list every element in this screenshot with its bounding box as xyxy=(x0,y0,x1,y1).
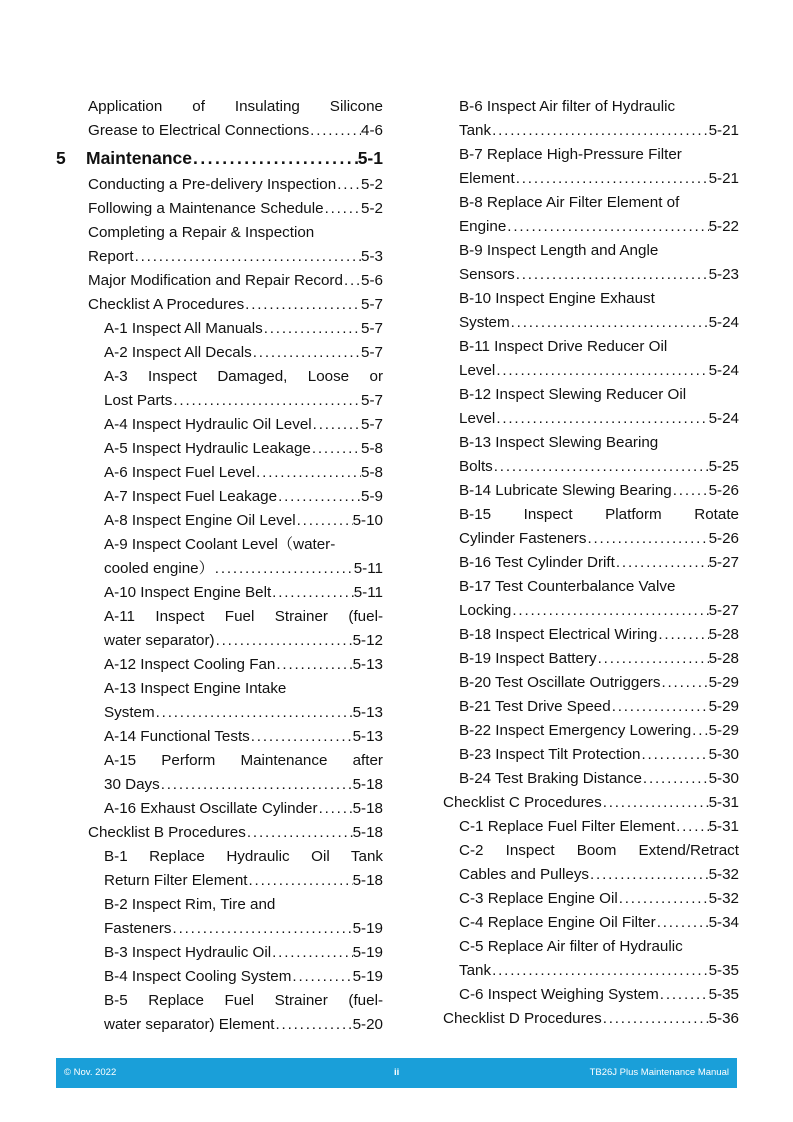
toc-entry-title[interactable]: A-5 Inspect Hydraulic Leakage xyxy=(104,440,311,457)
toc-page-number[interactable]: 5-19 xyxy=(352,968,383,985)
dot-leader xyxy=(659,983,709,1007)
toc-page-number[interactable]: 5-27 xyxy=(708,554,739,571)
toc-page-number[interactable]: 5-21 xyxy=(708,122,739,139)
dot-leader xyxy=(309,119,361,143)
dot-leader xyxy=(642,767,709,791)
dot-leader xyxy=(515,263,709,287)
dot-leader xyxy=(491,959,709,983)
toc-entry-continued xyxy=(443,335,739,359)
toc-entry-continued xyxy=(56,749,383,773)
toc-entry xyxy=(443,863,739,887)
toc-entry-title[interactable]: C-6 Inspect Weighing System xyxy=(459,986,659,1003)
toc-entry xyxy=(443,911,739,935)
dot-leader xyxy=(641,743,709,767)
toc-page-number[interactable]: 5-7 xyxy=(361,296,383,313)
toc-entry-continued xyxy=(443,287,739,311)
toc-entry-title[interactable]: B-15 Inspect Platform Rotate xyxy=(459,506,739,523)
toc-entry xyxy=(443,791,739,815)
footer-page-number: ii xyxy=(394,1067,400,1078)
page-footer xyxy=(56,1058,737,1088)
toc-entry-title[interactable]: B-18 Inspect Electrical Wiring xyxy=(459,626,658,643)
toc-entry xyxy=(56,797,383,821)
toc-page-number[interactable]: 5-24 xyxy=(708,362,739,379)
toc-entry xyxy=(56,509,383,533)
toc-left-column xyxy=(56,95,383,1037)
toc-page-number[interactable]: 5-10 xyxy=(352,512,383,529)
toc-page-number[interactable]: 5-27 xyxy=(708,602,739,619)
toc-page-number[interactable]: 5-7 xyxy=(361,416,383,433)
dot-leader xyxy=(134,245,361,269)
toc-page-number[interactable]: 5-2 xyxy=(361,200,383,217)
toc-page-number[interactable]: 5-26 xyxy=(708,482,739,499)
dot-leader xyxy=(271,581,354,605)
dot-leader xyxy=(263,317,361,341)
toc-entry-title[interactable]: System xyxy=(104,704,155,721)
toc-entry xyxy=(56,437,383,461)
toc-entry-title[interactable]: Completing a Repair & Inspection xyxy=(88,224,315,241)
toc-entry xyxy=(56,245,383,269)
toc-entry-title[interactable]: Cylinder Fasteners xyxy=(459,530,587,547)
dot-leader xyxy=(215,629,353,653)
toc-page-number[interactable]: 5-32 xyxy=(708,890,739,907)
dot-leader xyxy=(192,143,358,173)
toc-entry xyxy=(443,599,739,623)
toc-entry-title[interactable]: B-6 Inspect Air filter of Hydraulic xyxy=(459,98,676,115)
toc-entry-title[interactable]: B-2 Inspect Rim, Tire and xyxy=(104,896,276,913)
toc-entry-title[interactable]: Fasteners xyxy=(104,920,172,937)
dot-leader xyxy=(155,701,353,725)
dot-leader xyxy=(589,863,709,887)
toc-entry xyxy=(56,413,383,437)
toc-entry-title[interactable]: Engine xyxy=(459,218,507,235)
chapter-number: 5 xyxy=(56,148,66,168)
toc-page-number[interactable]: 5-26 xyxy=(708,530,739,547)
dot-leader xyxy=(656,911,709,935)
toc-entry-title[interactable]: Tank xyxy=(459,122,492,139)
toc-entry xyxy=(56,317,383,341)
toc-entry-title[interactable]: B-16 Test Cylinder Drift xyxy=(459,554,615,571)
toc-page-number[interactable]: 5-8 xyxy=(361,464,383,481)
toc-page-number[interactable]: 5-24 xyxy=(708,410,739,427)
dot-leader xyxy=(246,821,353,845)
toc-page-number[interactable]: 5-31 xyxy=(708,818,739,835)
toc-entry-title[interactable]: Grease to Electrical Connections xyxy=(88,122,310,139)
toc-entry xyxy=(56,461,383,485)
toc-page-number[interactable]: 5-6 xyxy=(361,272,383,289)
toc-entry-continued xyxy=(443,95,739,119)
toc-page-number[interactable]: 5-35 xyxy=(708,962,739,979)
toc-page-number[interactable]: 5-13 xyxy=(352,728,383,745)
toc-page-number[interactable]: 5-23 xyxy=(708,266,739,283)
toc-page-number[interactable]: 5-29 xyxy=(708,722,739,739)
toc-entry xyxy=(56,701,383,725)
toc-entry-title[interactable]: A-9 Inspect Coolant Level（water- xyxy=(104,536,336,553)
toc-entry-title[interactable]: A-3 Inspect Damaged, Loose or xyxy=(104,368,383,385)
toc-entry-continued xyxy=(56,533,383,557)
dot-leader xyxy=(495,407,708,431)
toc-entry-title[interactable]: B-7 Replace High-Pressure Filter xyxy=(459,146,682,163)
toc-page-number[interactable]: 5-29 xyxy=(708,674,739,691)
toc-page-number[interactable]: 5-31 xyxy=(708,794,739,811)
toc-entry xyxy=(56,173,383,197)
toc-entry-title[interactable]: B-23 Inspect Tilt Protection xyxy=(459,746,641,763)
toc-entry xyxy=(443,407,739,431)
dot-leader xyxy=(602,1007,709,1031)
toc-entry-title[interactable]: Major Modification and Repair Record xyxy=(88,272,343,289)
toc-entry xyxy=(443,887,739,911)
toc-entry-title[interactable]: B-14 Lubricate Slewing Bearing xyxy=(459,482,672,499)
toc-entry xyxy=(56,653,383,677)
toc-entry-continued xyxy=(443,239,739,263)
toc-entry-title[interactable]: A-14 Functional Tests xyxy=(104,728,250,745)
toc-entry xyxy=(56,725,383,749)
toc-entry-title[interactable]: B-20 Test Oscillate Outriggers xyxy=(459,674,661,691)
toc-entry xyxy=(443,983,739,1007)
dot-leader xyxy=(510,311,709,335)
toc-entry-title[interactable]: A-7 Inspect Fuel Leakage xyxy=(104,488,278,505)
toc-entry-title[interactable]: B-17 Test Counterbalance Valve xyxy=(459,578,676,595)
toc-page-number[interactable]: 5-2 xyxy=(361,176,383,193)
toc-entry xyxy=(56,485,383,509)
toc-page-number[interactable]: 5-18 xyxy=(352,824,383,841)
toc-entry-continued xyxy=(56,845,383,869)
toc-entry-title[interactable]: water separator) Element xyxy=(104,1016,275,1033)
toc-page-number[interactable]: 5-28 xyxy=(708,626,739,643)
toc-entry xyxy=(56,119,383,143)
toc-entry-title[interactable]: A-12 Inspect Cooling Fan xyxy=(104,656,276,673)
toc-entry-title[interactable]: Maintenance xyxy=(86,148,192,168)
toc-entry-continued xyxy=(443,575,739,599)
toc-entry-title[interactable]: A-13 Inspect Engine Intake xyxy=(104,680,287,697)
toc-entry-title[interactable]: Report xyxy=(88,248,134,265)
toc-page-number[interactable]: 5-13 xyxy=(352,656,383,673)
toc-entry xyxy=(56,269,383,293)
toc-page-number[interactable]: 5-12 xyxy=(352,632,383,649)
toc-page-number[interactable]: 5-32 xyxy=(708,866,739,883)
toc-entry-title[interactable]: Following a Maintenance Schedule xyxy=(88,200,324,217)
toc-entry-continued xyxy=(56,365,383,389)
dot-leader xyxy=(493,455,709,479)
toc-entry xyxy=(443,551,739,575)
toc-page-number[interactable]: 5-7 xyxy=(361,392,383,409)
toc-page-number[interactable]: 5-25 xyxy=(708,458,739,475)
toc-entry xyxy=(443,359,739,383)
toc-page-number[interactable]: 5-18 xyxy=(352,800,383,817)
toc-entry-title[interactable]: Checklist C Procedures xyxy=(443,794,602,811)
toc-entry-title[interactable]: A-6 Inspect Fuel Level xyxy=(104,464,256,481)
toc-entry-title[interactable]: B-21 Test Drive Speed xyxy=(459,698,611,715)
toc-entry xyxy=(443,311,739,335)
toc-entry xyxy=(56,917,383,941)
toc-entry-continued xyxy=(443,191,739,215)
dot-leader xyxy=(611,695,709,719)
toc-entry-title[interactable]: B-1 Replace Hydraulic Oil Tank xyxy=(104,848,383,865)
toc-entry-continued xyxy=(56,221,383,245)
toc-entry-continued xyxy=(443,143,739,167)
dot-leader xyxy=(691,719,708,743)
dot-leader xyxy=(615,551,709,575)
toc-entry xyxy=(56,965,383,989)
toc-page-number[interactable]: 5-29 xyxy=(708,698,739,715)
toc-entry-title[interactable]: B-22 Inspect Emergency Lowering xyxy=(459,722,692,739)
dot-leader xyxy=(252,341,361,365)
toc-entry xyxy=(56,941,383,965)
toc-entry-title[interactable]: Checklist B Procedures xyxy=(88,824,246,841)
dot-leader xyxy=(244,293,361,317)
toc-entry-title[interactable]: A-16 Exhaust Oscillate Cylinder xyxy=(104,800,318,817)
toc-entry xyxy=(443,263,739,287)
toc-entry xyxy=(443,215,739,239)
dot-leader xyxy=(311,437,361,461)
toc-entry-continued xyxy=(56,605,383,629)
toc-page-number[interactable]: 5-3 xyxy=(361,248,383,265)
toc-entry xyxy=(56,1013,383,1037)
toc-page-number[interactable]: 5-36 xyxy=(708,1010,739,1027)
dot-leader xyxy=(343,269,361,293)
toc-entry-title[interactable]: B-3 Inspect Hydraulic Oil xyxy=(104,944,272,961)
toc-entry-title[interactable]: B-13 Inspect Slewing Bearing xyxy=(459,434,659,451)
toc-entry-title[interactable]: Level xyxy=(459,362,496,379)
dot-leader xyxy=(586,527,708,551)
dot-leader xyxy=(248,869,353,893)
toc-entry-title[interactable]: Checklist A Procedures xyxy=(88,296,245,313)
toc-entry-title[interactable]: C-1 Replace Fuel Filter Element xyxy=(459,818,676,835)
toc-entry-title[interactable]: C-3 Replace Engine Oil xyxy=(459,890,618,907)
toc-page-number[interactable]: 5-13 xyxy=(352,704,383,721)
toc-entry xyxy=(56,629,383,653)
toc-entry-title[interactable]: B-4 Inspect Cooling System xyxy=(104,968,292,985)
dot-leader xyxy=(312,413,361,437)
toc-entry xyxy=(443,695,739,719)
toc-entry-title[interactable]: B-5 Replace Fuel Strainer (fuel- xyxy=(104,992,383,1009)
toc-entry-continued xyxy=(443,839,739,863)
toc-entry xyxy=(443,623,739,647)
dot-leader xyxy=(172,389,361,413)
toc-page-number[interactable]: 5-19 xyxy=(352,944,383,961)
toc-entry-title[interactable]: Locking xyxy=(459,602,512,619)
toc-entry-title[interactable]: Element xyxy=(459,170,515,187)
dot-leader xyxy=(495,359,708,383)
toc-entry xyxy=(56,821,383,845)
dot-leader xyxy=(275,653,352,677)
toc-entry-title[interactable]: Application of Insulating Silicone xyxy=(88,98,383,115)
toc-entry xyxy=(443,719,739,743)
toc-entry-continued xyxy=(443,383,739,407)
dot-leader xyxy=(660,671,708,695)
toc-entry-title[interactable]: Conducting a Pre-delivery Inspection xyxy=(88,176,337,193)
toc-page-number[interactable]: 5-22 xyxy=(708,218,739,235)
dot-leader xyxy=(491,119,709,143)
toc-entry-title[interactable]: Bolts xyxy=(459,458,493,475)
toc-entry-continued xyxy=(443,935,739,959)
toc-page-number[interactable]: 5-35 xyxy=(708,986,739,1003)
toc-page-number[interactable]: 5-1 xyxy=(357,148,383,168)
toc-page-number[interactable]: 5-21 xyxy=(708,170,739,187)
dot-leader xyxy=(255,461,361,485)
toc-entry-title[interactable]: A-1 Inspect All Manuals xyxy=(104,320,263,337)
dot-leader xyxy=(675,815,709,839)
toc-entry-title[interactable]: Return Filter Element xyxy=(104,872,248,889)
toc-entry-title[interactable]: A-11 Inspect Fuel Strainer (fuel- xyxy=(104,608,383,625)
toc-entry xyxy=(443,479,739,503)
toc-page-number[interactable]: 5-11 xyxy=(353,560,383,577)
toc-page-number[interactable]: 5-7 xyxy=(361,344,383,361)
toc-entry-title[interactable]: Lost Parts xyxy=(104,392,173,409)
toc-page-number[interactable]: 5-11 xyxy=(353,584,383,601)
toc-entry-continued xyxy=(443,503,739,527)
toc-entry xyxy=(56,389,383,413)
dot-leader xyxy=(597,647,709,671)
toc-entry-title[interactable]: A-8 Inspect Engine Oil Level xyxy=(104,512,296,529)
dot-leader xyxy=(318,797,353,821)
toc-page-number[interactable]: 5-19 xyxy=(352,920,383,937)
toc-page-number[interactable]: 5-8 xyxy=(361,440,383,457)
toc-entry-title[interactable]: water separator) xyxy=(104,632,215,649)
dot-leader xyxy=(250,725,353,749)
toc-entry xyxy=(443,167,739,191)
dot-leader xyxy=(511,599,708,623)
toc-entry xyxy=(443,455,739,479)
toc-entry xyxy=(443,527,739,551)
toc-entry-title[interactable]: C-5 Replace Air filter of Hydraulic xyxy=(459,938,683,955)
toc-entry-title[interactable]: B-24 Test Braking Distance xyxy=(459,770,642,787)
dot-leader xyxy=(275,1013,353,1037)
dot-leader xyxy=(160,773,353,797)
toc-entry-title[interactable]: Sensors xyxy=(459,266,515,283)
toc-entry xyxy=(443,671,739,695)
toc-entry-title[interactable]: A-2 Inspect All Decals xyxy=(104,344,252,361)
footer-copyright: © Nov. 2022 xyxy=(64,1067,117,1078)
toc-page-number[interactable]: 4-6 xyxy=(361,122,383,139)
toc-entry-continued xyxy=(56,893,383,917)
dot-leader xyxy=(296,509,353,533)
toc-entry-title[interactable]: B-12 Inspect Slewing Reducer Oil xyxy=(459,386,687,403)
toc-entry-title[interactable]: A-10 Inspect Engine Belt xyxy=(104,584,272,601)
dot-leader xyxy=(506,215,708,239)
toc-entry xyxy=(443,119,739,143)
toc-entry-title[interactable]: System xyxy=(459,314,510,331)
toc-entry xyxy=(56,773,383,797)
toc-entry xyxy=(56,581,383,605)
dot-leader xyxy=(602,791,709,815)
toc-page-number[interactable]: 5-30 xyxy=(708,746,739,763)
toc-entry-title[interactable]: B-9 Inspect Length and Angle xyxy=(459,242,659,259)
toc-page-number[interactable]: 5-9 xyxy=(361,488,383,505)
toc-entry-title[interactable]: C-2 Inspect Boom Extend/Retract xyxy=(459,842,739,859)
toc-entry xyxy=(443,959,739,983)
toc-entry-title[interactable]: B-11 Inspect Drive Reducer Oil xyxy=(459,338,668,355)
toc-page-number[interactable]: 5-28 xyxy=(708,650,739,667)
toc-page-number[interactable]: 5-7 xyxy=(361,320,383,337)
toc-entry-title[interactable]: Tank xyxy=(459,962,492,979)
dot-leader xyxy=(271,941,352,965)
toc-entry-title[interactable]: Cables and Pulleys xyxy=(459,866,590,883)
dot-leader xyxy=(324,197,361,221)
toc-entry xyxy=(56,197,383,221)
dot-leader xyxy=(672,479,709,503)
dot-leader xyxy=(277,485,361,509)
toc-right-column xyxy=(443,95,739,1031)
toc-entry-title[interactable]: Level xyxy=(459,410,496,427)
footer-manual-title: TB26J Plus Maintenance Manual xyxy=(589,1067,729,1078)
dot-leader xyxy=(172,917,353,941)
toc-entry xyxy=(443,743,739,767)
toc-page-number[interactable]: 5-18 xyxy=(352,776,383,793)
dot-leader xyxy=(618,887,709,911)
toc-entry-title[interactable]: 30 Days xyxy=(104,776,160,793)
dot-leader xyxy=(657,623,708,647)
dot-leader xyxy=(336,173,361,197)
toc-entry-title[interactable]: A-4 Inspect Hydraulic Oil Level xyxy=(104,416,312,433)
toc-entry-continued xyxy=(56,95,383,119)
toc-entry-title[interactable]: cooled engine） xyxy=(104,560,214,577)
toc-page-number[interactable]: 5-24 xyxy=(708,314,739,331)
toc-entry-title[interactable]: A-15 Perform Maintenance after xyxy=(104,752,383,769)
toc-entry-title[interactable]: B-10 Inspect Engine Exhaust xyxy=(459,290,655,307)
dot-leader xyxy=(291,965,352,989)
toc-entry xyxy=(56,341,383,365)
toc-entry xyxy=(56,557,383,581)
toc-entry-title[interactable]: B-19 Inspect Battery xyxy=(459,650,597,667)
toc-page-number[interactable]: 5-34 xyxy=(708,914,739,931)
toc-entry xyxy=(56,293,383,317)
toc-page-number[interactable]: 5-18 xyxy=(352,872,383,889)
toc-page-number[interactable]: 5-20 xyxy=(352,1016,383,1033)
dot-leader xyxy=(214,557,354,581)
toc-chapter-heading xyxy=(56,143,383,173)
toc-page-number[interactable]: 5-30 xyxy=(708,770,739,787)
toc-entry xyxy=(56,869,383,893)
toc-entry-continued xyxy=(443,431,739,455)
toc-entry-continued xyxy=(56,989,383,1013)
toc-entry xyxy=(443,767,739,791)
toc-entry xyxy=(443,1007,739,1031)
toc-entry-title[interactable]: Checklist D Procedures xyxy=(443,1010,602,1027)
toc-entry-continued xyxy=(56,677,383,701)
toc-entry xyxy=(443,647,739,671)
dot-leader xyxy=(515,167,709,191)
toc-entry xyxy=(443,815,739,839)
toc-entry-title[interactable]: C-4 Replace Engine Oil Filter xyxy=(459,914,656,931)
toc-entry-title[interactable]: B-8 Replace Air Filter Element of xyxy=(459,194,680,211)
